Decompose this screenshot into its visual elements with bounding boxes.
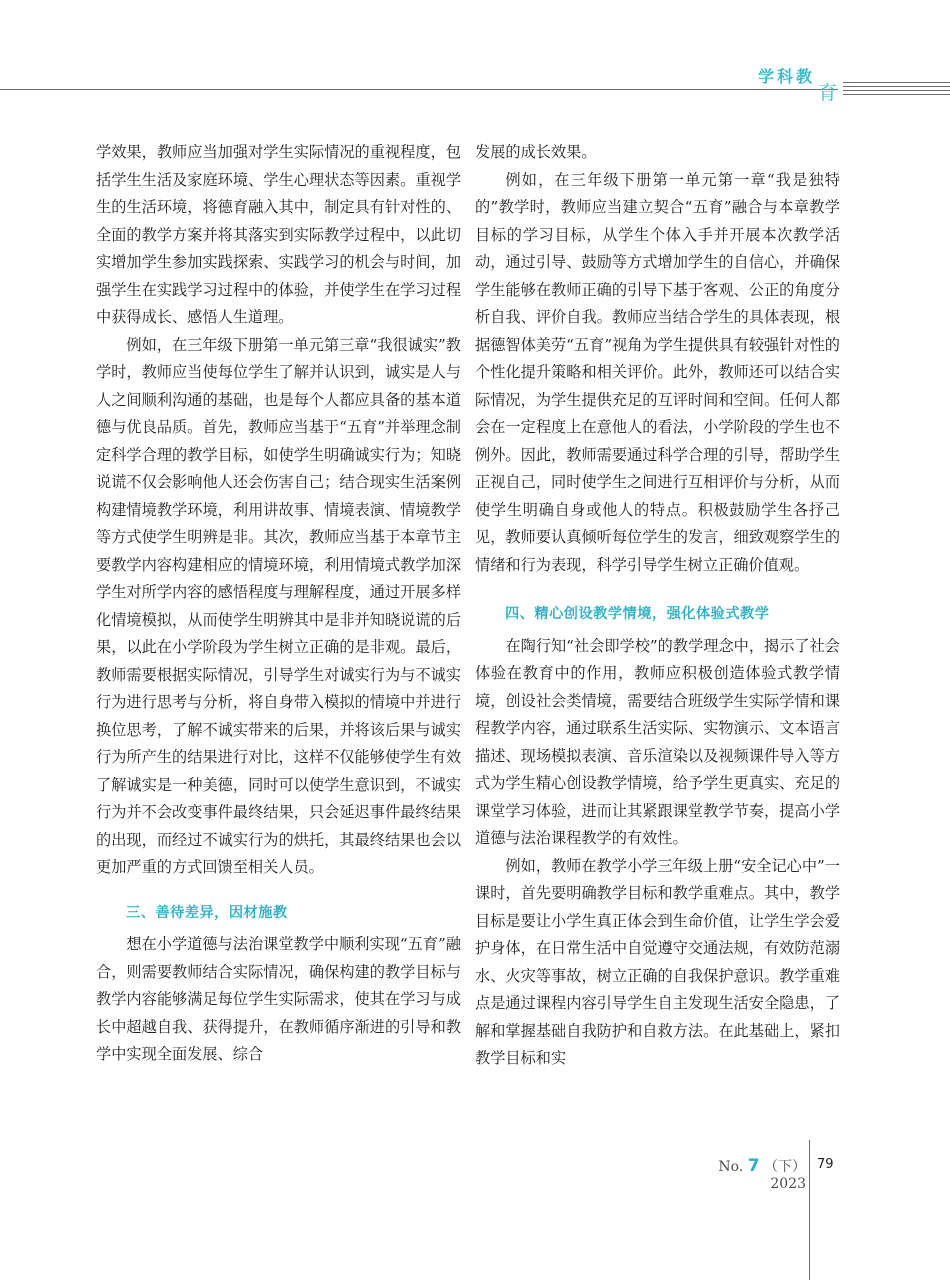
paragraph: 例如，教师在教学小学三年级上册“安全记心中”一课时，首先要明确教学目标和教学重难点。其中，教学目标是要让小学生真正体会到生命价值，让学生学会爱护身体，在日常生活中自觉遵守交通法规，有效防范溺水、火灾等事故，树立正确的自我保护意识。教学重难点是通过课程内容引导学生自主发现生活安全隐患，了解和掌握基础自我防护和自救方法。在此基础上，紧扣教学目标和实 <box>475 856 840 1067</box>
section-heading: 四、精心创设教学情境，强化体验式教学 <box>505 606 770 622</box>
footer-rule <box>809 1140 810 1280</box>
left-column <box>96 139 461 1069</box>
page-number: 79 <box>817 1157 834 1172</box>
right-column <box>475 139 840 1073</box>
journal-section-char: 育 <box>818 82 838 104</box>
paragraph: 例如，在三年级下册第一单元第一章“我是独特的”教学时，教师应当建立契合“五育”融合与本章教学目标的学习目标，从学生个体入手并开展本次教学活动，通过引导、鼓励等方式增加学生的自信心，并确保学生能够在教师正确的引导下基于客观、公正的角度分析自我、评价自我。教师应当结合学生的具体表现，根据德智体美劳“五育”视角为学生提供具有较强针对性的个性化提升策略和相关评价。此外，教师还可以结合实际情况，为学生提供充足的互评时间和空间。任何人都会在一定程度上在意他人的看法，小学阶段的学生也不例外。因此，教师需要通过科学合理的引导，帮助学生正视自己，同时使学生之间进行互相评价与分析，从而使学生明确自身或他人的特点。积极鼓励学生各抒己见，教师要认真倾听每位学生的发言，细致观察学生的情绪和行为表现，科学引导学生树立正确价值观。 <box>475 170 840 574</box>
header-rule <box>0 89 838 90</box>
paragraph: 发展的成长效果。 <box>475 143 597 161</box>
paragraph: 想在小学道德与法治课堂教学中顺利实现“五育”融合，则需要教师结合实际情况，确保构建的教学目标与教学内容能够满足每位学生实际需求，使其在学习与成长中超越自我、获得提升，在教师循序渐进的引导和教学中实现全面发展、综合 <box>96 935 461 1063</box>
issue-info <box>688 1156 806 1192</box>
section-heading: 三、善待差异，因材施教 <box>126 904 288 921</box>
issue-prefix: No. <box>718 1159 744 1175</box>
issue-number: 7 <box>747 1156 760 1176</box>
journal-section-label: 学科教 <box>758 67 816 86</box>
issue-suffix: （下）2023 <box>764 1159 806 1192</box>
paragraph: 学效果，教师应当加强对学生实际情况的重视程度，包括学生生活及家庭环境、学生心理状态等因素。重视学生的生活环境，将德育融入其中，制定具有针对性的、全面的教学方案并将其落实到实际教学过程中，以此切实增加学生参加实践探索、实践学习的机会与时间，加强学生在实践学习过程中的体验，并使学生在学习过程中获得成长、感悟人生道理。 <box>96 143 461 326</box>
paragraph: 在陶行知“社会即学校”的教学理念中，揭示了社会体验在教育中的作用，教师应积极创造体验式教学情境，创设社会类情境，需要结合班级学生实际学情和课程教学内容，通过联系生活实际、实物演示、文本语言描述、现场模拟表演、音乐渲染以及视频课件导入等方式为学生精心创设教学情境，给予学生更真实、充足的课堂学习体验，进而让其紧跟课堂教学节奏，提高小学道德与法治课程教学的有效性。 <box>475 636 840 847</box>
header-decoration-rules <box>843 82 950 98</box>
paragraph: 例如，在三年级下册第一单元第三章“我很诚实”教学时，教师应当使每位学生了解并认识到，诚实是人与人之间顺利沟通的基础，也是每个人都应具备的基本道德与优良品质。首先，教师应当基于“五育”并举理念制定科学合理的教学目标，如使学生明确诚实行为；知晓说谎不仅会影响他人还会伤害自己；结合现实生活案例构建情境教学环境，利用讲故事、情境表演、情境教学等方式使学生明辨是非。其次，教师应当基于本章节主要教学内容构建相应的情境环境，利用情境式教学加深学生对所学内容的感悟程度与理解程度，通过开展多样化情境模拟，从而使学生明辨其中是非并知晓说谎的后果，以此在小学阶段为学生树立正确的是非观。最后，教师需要根据实际情况，引导学生对诚实行为与不诚实行为进行思考与分析，将自身带入模拟的情境中并进行换位思考，了解不诚实带来的后果，并将该后果与诚实行为所产生的结果进行对比，这样不仅能够使学生有效了解诚实是一种美德，同时可以使学生意识到，不诚实行为并不会改变事件最终结果，只会延迟事件最终结果的出现，而经过不诚实行为的烘托，其最终结果也会以更加严重的方式回馈至相关人员。 <box>96 335 461 876</box>
